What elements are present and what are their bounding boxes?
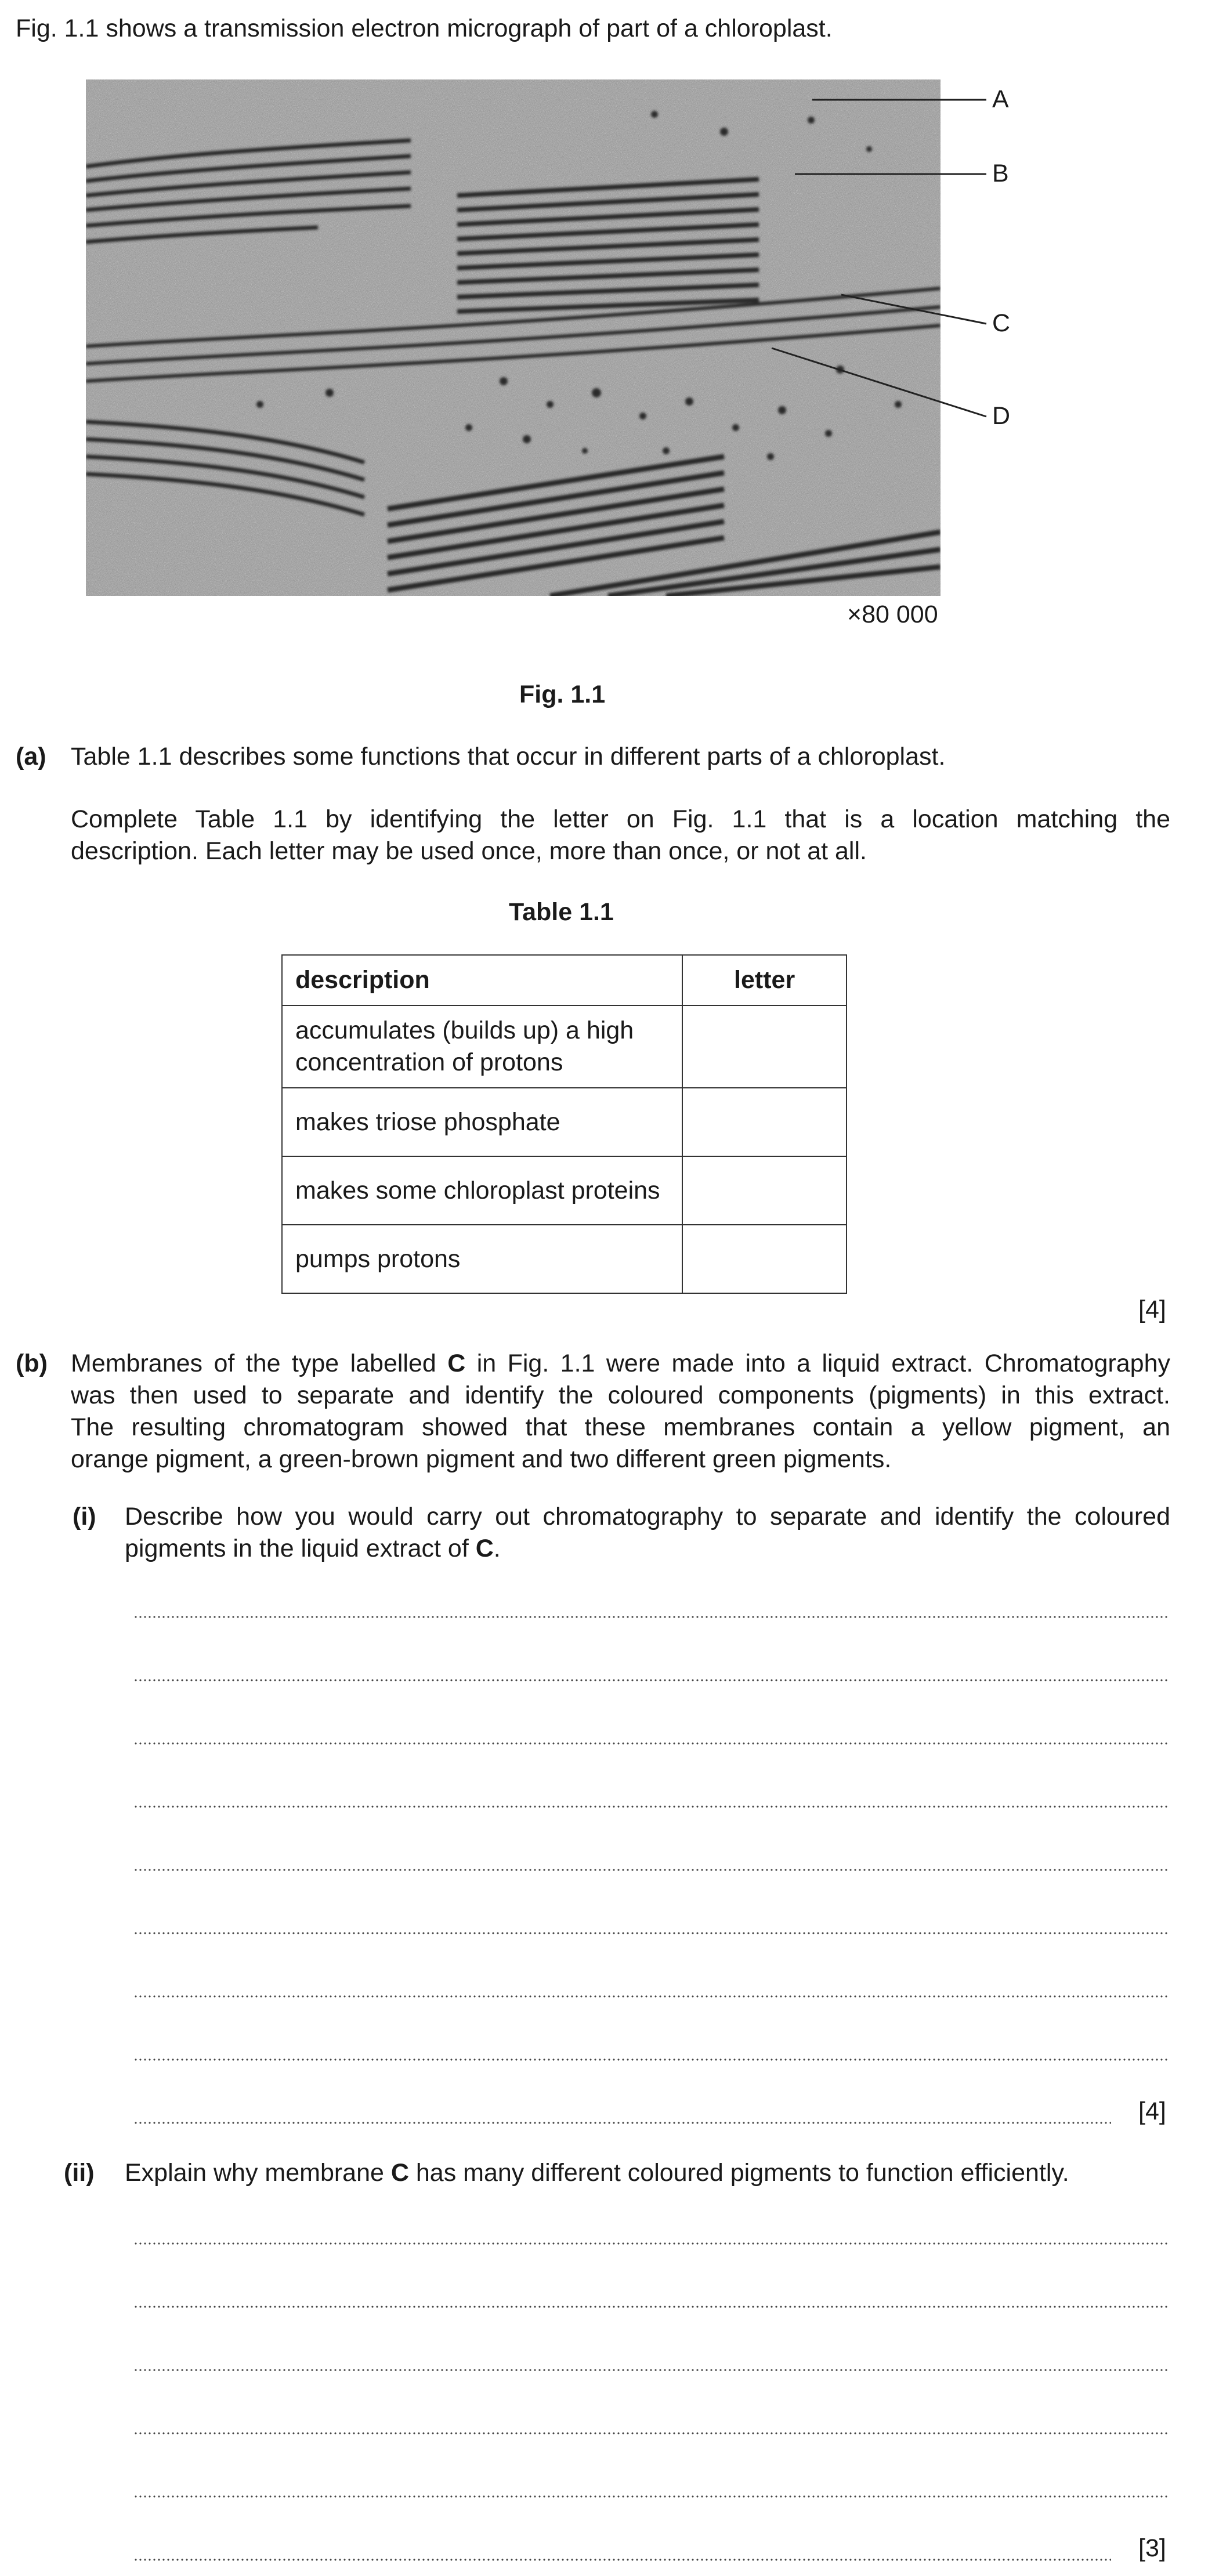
membrane-c-ref: C <box>390 2159 409 2187</box>
part-b-i-text-fragment: pigments in the liquid extract of <box>125 1535 476 1562</box>
row-description-line: concentration of protons <box>295 1048 563 1076</box>
answer-line[interactable] <box>133 1679 1170 1681</box>
membrane-c-ref: C <box>475 1535 494 1562</box>
table-row <box>282 1005 847 1088</box>
part-b-i-label: (i) <box>73 1503 96 1531</box>
part-a-label: (a) <box>16 743 46 770</box>
part-b-text-line: orange pigment, a green-brown pigment and two different green pigments. <box>71 1445 892 1473</box>
part-a-text: Table 1.1 describes some functions that occur in different parts of a chloroplast. <box>71 743 946 770</box>
part-b-i-marks: [4] <box>1138 2097 1166 2125</box>
label-a: A <box>992 85 1009 113</box>
table-row <box>282 1088 847 1156</box>
part-b-ii-marks: [3] <box>1138 2534 1166 2562</box>
part-b-ii-text-fragment: has many different coloured pigments to function efficiently. <box>408 2159 1069 2187</box>
header-description: description <box>282 955 682 1005</box>
row-description: pumps protons <box>282 1225 682 1293</box>
part-b-ii-text-fragment: Explain why membrane <box>125 2159 391 2187</box>
row-description-line: accumulates (builds up) a high <box>295 1016 634 1044</box>
micrograph-image <box>86 79 941 596</box>
letter-answer-cell[interactable] <box>682 1005 847 1088</box>
magnification: ×80 000 <box>847 600 938 628</box>
answer-line[interactable] <box>133 1995 1170 1998</box>
answer-line[interactable] <box>133 1742 1170 1745</box>
part-a-instruction <box>71 804 1170 867</box>
part-b-text-fragment: Membranes of the type labelled <box>71 1349 448 1377</box>
answer-line[interactable] <box>133 2306 1170 2308</box>
table-header-row <box>282 955 847 1005</box>
header-letter: letter <box>682 955 847 1005</box>
label-c: C <box>992 309 1011 337</box>
table-row <box>282 1156 847 1225</box>
row-description: makes some chloroplast proteins <box>282 1156 682 1225</box>
row-description <box>282 1005 682 1088</box>
answer-line[interactable] <box>133 2559 1111 2561</box>
part-b-text-fragment: in Fig. 1.1 were made into a liquid extract. Chromatography <box>465 1349 1170 1377</box>
part-a-instruction-line: Complete Table 1.1 by identifying the letter on Fig. 1.1 that is a location matching the <box>71 805 1170 833</box>
part-b-i-text-fragment: . <box>493 1535 501 1562</box>
part-b-text-line <box>71 1348 1170 1380</box>
answer-line[interactable] <box>133 2122 1111 2124</box>
answer-line[interactable] <box>133 1869 1170 1871</box>
figure-caption: Fig. 1.1 <box>519 681 606 708</box>
letter-answer-cell[interactable] <box>682 1225 847 1293</box>
part-a-marks: [4] <box>1138 1296 1166 1323</box>
answer-line[interactable] <box>133 2058 1170 2061</box>
table-row <box>282 1225 847 1293</box>
table-title: Table 1.1 <box>509 898 614 926</box>
membrane-c-ref: C <box>447 1349 466 1377</box>
part-b-text <box>71 1348 1170 1475</box>
letter-answer-cell[interactable] <box>682 1088 847 1156</box>
answer-line[interactable] <box>133 2242 1170 2245</box>
table-1-1 <box>281 954 847 1294</box>
part-b-label: (b) <box>16 1349 48 1377</box>
part-a-instruction-line: description. Each letter may be used once, more than once, or not at all. <box>71 837 867 865</box>
row-description: makes triose phosphate <box>282 1088 682 1156</box>
answer-line[interactable] <box>133 1616 1170 1618</box>
answer-line[interactable] <box>133 2432 1170 2434</box>
label-b: B <box>992 160 1009 187</box>
part-b-i-text-line <box>125 1533 1170 1565</box>
part-b-ii-text <box>125 2157 1069 2189</box>
answer-line[interactable] <box>133 1932 1170 1934</box>
letter-answer-cell[interactable] <box>682 1156 847 1225</box>
intro-text: Fig. 1.1 shows a transmission electron micrograph of part of a chloroplast. <box>16 15 833 42</box>
part-b-i-text <box>125 1501 1170 1565</box>
part-b-text-line: The resulting chromatogram showed that these membranes contain a yellow pigment, an <box>71 1413 1170 1441</box>
answer-line[interactable] <box>133 2369 1170 2371</box>
part-b-text-line: was then used to separate and identify the coloured components (pigments) in this extract. <box>71 1381 1170 1409</box>
part-b-ii-label: (ii) <box>64 2159 95 2187</box>
answer-line[interactable] <box>133 2495 1170 2498</box>
label-d: D <box>992 402 1011 430</box>
answer-line[interactable] <box>133 1806 1170 1808</box>
part-b-i-text-line: Describe how you would carry out chromatography to separate and identify the coloured <box>125 1503 1170 1531</box>
